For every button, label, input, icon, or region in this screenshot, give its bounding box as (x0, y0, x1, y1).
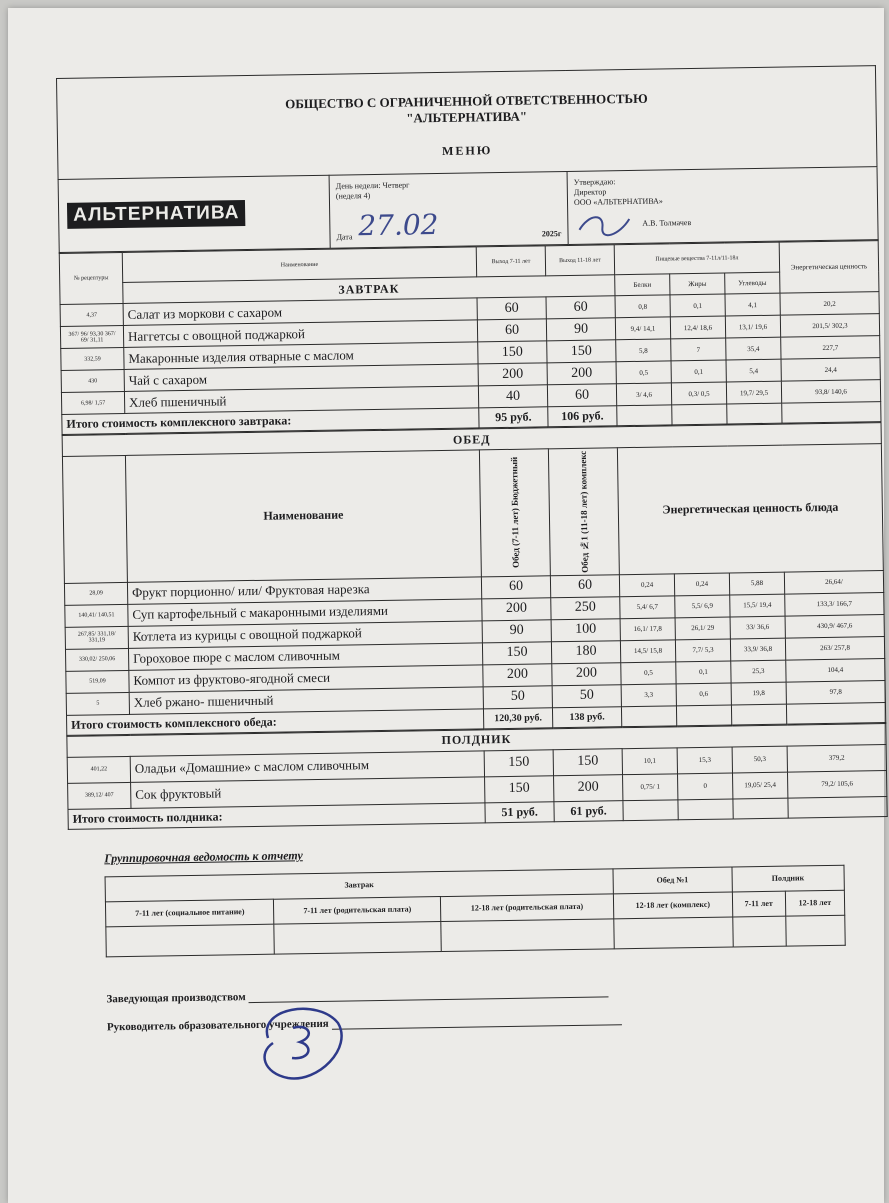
row-out1: 60 (477, 319, 546, 342)
row-energy: 79,2/ 105,6 (787, 771, 886, 799)
row-out1: 150 (478, 341, 547, 364)
col-protein-header: Белки (615, 274, 670, 296)
row-code: 401,22 (67, 756, 130, 783)
row-energy: 133,3/ 166,7 (785, 593, 884, 617)
row-fat: 0,3/ 0,5 (671, 382, 726, 405)
row-code: 28,09 (64, 582, 127, 605)
row-out1: 200 (482, 598, 551, 621)
day-of-week: День недели: Четверг (335, 179, 410, 191)
row-out1: 200 (483, 664, 552, 687)
row-name: Фрукт порционно/ или/ Фруктовая нарезка (127, 577, 481, 605)
grouping-table (105, 865, 846, 958)
grouping-col-3: 12-18 лет (родительская плата) (440, 894, 613, 922)
row-protein: 3/ 4,6 (616, 383, 671, 406)
row-protein: 9,4/ 14,1 (615, 317, 670, 340)
row-carb: 33,9/ 36,8 (730, 638, 785, 661)
row-protein: 14,5/ 15,8 (620, 640, 675, 663)
signature-label-production: Заведующая производством (106, 991, 246, 1006)
row-protein: 3,3 (621, 684, 676, 707)
lunch-col-name-header: Наименование (125, 450, 481, 583)
lunch-total-label: Итого стоимость комплексного обеда: (67, 709, 484, 736)
row-out1: 90 (482, 620, 551, 643)
signature-school-head (107, 1009, 889, 1033)
row-carb: 33/ 36,6 (730, 616, 785, 639)
approve-org: ООО «АЛЬТЕРНАТИВА» (573, 196, 663, 207)
row-name: Макаронные изделия отварные с маслом (124, 342, 478, 370)
row-fat: 0 (678, 773, 733, 800)
row-out2: 200 (552, 663, 621, 686)
date-year: 2025г (541, 228, 562, 238)
row-energy: 104,4 (786, 659, 885, 683)
approve-name: А.В. Толмачев (642, 218, 692, 228)
row-out1: 200 (478, 363, 547, 386)
row-out1: 60 (481, 576, 550, 599)
breakfast-price-11-18: 106 руб. (548, 406, 617, 427)
row-name: Гороховое пюре с маслом сливочным (128, 643, 482, 671)
row-energy: 201,5/ 302,3 (780, 314, 879, 338)
breakfast-total-label: Итого стоимость комплексного завтрака: (62, 408, 479, 435)
company-logo (59, 189, 330, 239)
row-out2: 90 (546, 318, 615, 341)
row-name: Суп картофельный с макаронными изделиями (128, 599, 482, 627)
row-out1: 40 (478, 385, 547, 408)
row-fat: 0,6 (676, 683, 731, 706)
row-fat: 15,3 (677, 747, 732, 774)
col-fat-header: Жиры (670, 273, 725, 295)
row-protein: 0,75/ 1 (623, 774, 678, 801)
row-name: Хлеб пшеничный (124, 386, 478, 414)
col-carb-header: Углеводы (725, 272, 780, 294)
row-carb: 4,1 (725, 293, 780, 316)
row-out2: 150 (553, 749, 622, 776)
row-fat: 0,1 (670, 294, 725, 317)
row-out1: 50 (483, 686, 552, 709)
row-out2: 50 (552, 685, 621, 708)
breakfast-price-7-11: 95 руб. (479, 407, 548, 428)
row-carb: 5,88 (729, 572, 784, 595)
row-out2: 200 (547, 362, 616, 385)
signature-label-school: Руководитель образовательного учреждения (106, 1017, 329, 1034)
menu-document (56, 65, 889, 1034)
row-code: 430 (61, 369, 124, 392)
row-code: 332,59 (61, 347, 124, 370)
date-label: Дата (336, 231, 353, 242)
row-out2: 60 (546, 296, 615, 319)
row-fat: 7,7/ 5,3 (675, 639, 730, 662)
snack-price-7-11: 51 руб. (485, 802, 554, 823)
row-code: 367/ 96/ 93,30 367/ 69/ 31,11 (60, 325, 123, 348)
row-protein: 0,5 (621, 662, 676, 685)
row-out2: 100 (551, 619, 620, 642)
row-name: Салат из моркови с сахаром (123, 298, 477, 326)
row-name: Сок фруктовый (131, 777, 485, 809)
breakfast-section-title: ЗАВТРАК (123, 275, 615, 304)
org-name-line1: ОБЩЕСТВО С ОГРАНИЧЕННОЙ ОТВЕТСТВЕННОСТЬЮ (285, 90, 648, 111)
org-name-line2: "АЛЬТЕРНАТИВА" (406, 108, 528, 126)
row-protein: 0,8 (615, 295, 670, 318)
row-protein: 5,8 (616, 339, 671, 362)
row-energy: 20,2 (780, 292, 879, 316)
logo-wordmark: АЛЬТЕРНАТИВА (67, 200, 246, 229)
menu-title: МЕНЮ (441, 142, 493, 158)
row-code: 140,41/ 140,51 (65, 604, 128, 627)
row-carb: 35,4 (726, 337, 781, 360)
row-out1: 150 (482, 642, 551, 665)
row-fat: 26,1/ 29 (675, 617, 730, 640)
lunch-price-11-18: 138 руб. (552, 707, 621, 728)
week-number: (неделя 4) (335, 190, 371, 201)
snack-price-11-18: 61 руб. (554, 801, 623, 822)
row-fat: 12,4/ 18,6 (670, 316, 725, 339)
grouping-col-4: 12-18 лет (комплекс) (613, 892, 732, 919)
row-code: 6,98/ 1,57 (61, 391, 124, 414)
row-name: Котлета из курицы с овощной поджаркой (128, 621, 482, 649)
grouping-title: Группировочная ведомость к отчету (104, 848, 303, 866)
snack-section-title: ПОЛДНИК (67, 724, 886, 758)
signature-line (332, 1024, 622, 1030)
col-code-header: № рецептуры (59, 252, 123, 304)
approve-role: Директор (573, 187, 607, 197)
date-cell (329, 171, 568, 248)
lunch-col-out1-header: Обед (7-11 лет) Бюджетный (479, 449, 550, 577)
grouping-col-6: 12-18 лет (785, 890, 845, 916)
org-cell (57, 66, 877, 180)
row-out1: 150 (485, 776, 554, 803)
row-fat: 0,24 (674, 573, 729, 596)
row-out2: 250 (551, 597, 620, 620)
row-name: Чай с сахаром (124, 364, 478, 392)
row-out1: 150 (484, 750, 553, 777)
grouping-breakfast-header: Завтрак (105, 869, 613, 902)
row-name: Наггетсы с овощной поджаркой (123, 320, 477, 348)
row-out2: 180 (551, 641, 620, 664)
lunch-col-out2-header: Обед №1 (11-18 лет) комплекс (548, 448, 619, 576)
row-carb: 19,8 (731, 682, 786, 705)
logo-cell (58, 175, 330, 252)
handwritten-date: 27.02 (358, 207, 439, 242)
lunch-col-energy-header: Энергетическая ценность блюда (617, 444, 883, 575)
row-out2: 60 (550, 575, 619, 598)
director-signature-icon (574, 211, 634, 238)
row-name: Хлеб ржано- пшеничный (129, 687, 483, 715)
header-table (56, 65, 879, 253)
row-out2: 200 (554, 775, 623, 802)
grouping-lunch-header: Обед №1 (613, 867, 732, 894)
grouping-col-2: 7-11 лет (родительская плата) (274, 897, 441, 925)
signature-production-head (106, 981, 889, 1005)
row-carb: 25,3 (731, 660, 786, 683)
row-fat: 5,5/ 6,9 (675, 595, 730, 618)
row-protein: 5,4/ 6,7 (620, 596, 675, 619)
col-out2-header: Выход 11-18 лет (545, 245, 614, 276)
approval-cell (567, 167, 878, 245)
row-code: 4,37 (60, 303, 123, 326)
col-energy-header: Энергетическая ценность (779, 241, 879, 294)
grouping-col-5: 7-11 лет (732, 891, 785, 917)
row-code: 519,09 (66, 670, 129, 693)
snack-total-label: Итого стоимость полдника: (68, 803, 485, 830)
row-carb: 19,05/ 25,4 (732, 772, 787, 799)
row-energy: 430,9/ 467,6 (785, 615, 884, 639)
row-carb: 50,3 (732, 746, 787, 773)
row-out2: 60 (547, 384, 616, 407)
row-energy: 379,2 (787, 745, 886, 773)
row-energy: 93,8/ 140,6 (781, 380, 880, 404)
row-carb: 19,7/ 29,5 (726, 381, 781, 404)
col-name-header: Наименование (122, 247, 476, 283)
row-protein: 0,24 (619, 574, 674, 597)
row-fat: 0,1 (671, 360, 726, 383)
row-out1: 60 (477, 297, 546, 320)
row-protein: 16,1/ 17,8 (620, 618, 675, 641)
row-code: 389,12/ 407 (68, 782, 131, 809)
row-protein: 0,5 (616, 361, 671, 384)
row-code: 5 (66, 692, 129, 715)
row-energy: 26,64/ (784, 571, 883, 595)
lunch-section-title: ОБЕД (62, 423, 881, 457)
row-carb: 5,4 (726, 359, 781, 382)
row-energy: 24,4 (781, 358, 880, 382)
row-carb: 13,1/ 19,6 (725, 315, 780, 338)
grouping-snack-header: Полдник (732, 865, 845, 892)
row-code: 330,02/ 250,06 (65, 648, 128, 671)
row-code: 267,85/ 331,18/ 331,19 (65, 626, 128, 649)
row-energy: 263/ 257,8 (785, 637, 884, 661)
lunch-table (62, 422, 887, 736)
lunch-price-7-11: 120,30 руб. (483, 708, 552, 729)
col-nutr-header: Пищевые вещества 7-11л/11-18л (614, 242, 779, 275)
row-name: Оладьи «Домашние» с маслом сливочным (130, 751, 484, 783)
row-carb: 15,5/ 19,4 (730, 594, 785, 617)
paper-sheet (8, 8, 884, 1203)
col-out1-header: Выход 7-11 лет (476, 246, 545, 277)
row-energy: 227,7 (781, 336, 880, 360)
breakfast-table (59, 240, 882, 435)
row-out2: 150 (547, 340, 616, 363)
row-fat: 7 (671, 338, 726, 361)
row-fat: 0,1 (676, 661, 731, 684)
grouping-col-1: 7-11 лет (социальное питание) (105, 899, 274, 927)
row-protein: 10,1 (622, 748, 677, 775)
snack-table (66, 723, 887, 830)
handwritten-signature-icon (248, 998, 358, 1088)
approve-title: Утверждаю: (573, 177, 616, 187)
row-name: Компот из фруктово-ягодной смеси (129, 665, 483, 693)
row-energy: 97,8 (786, 681, 885, 705)
